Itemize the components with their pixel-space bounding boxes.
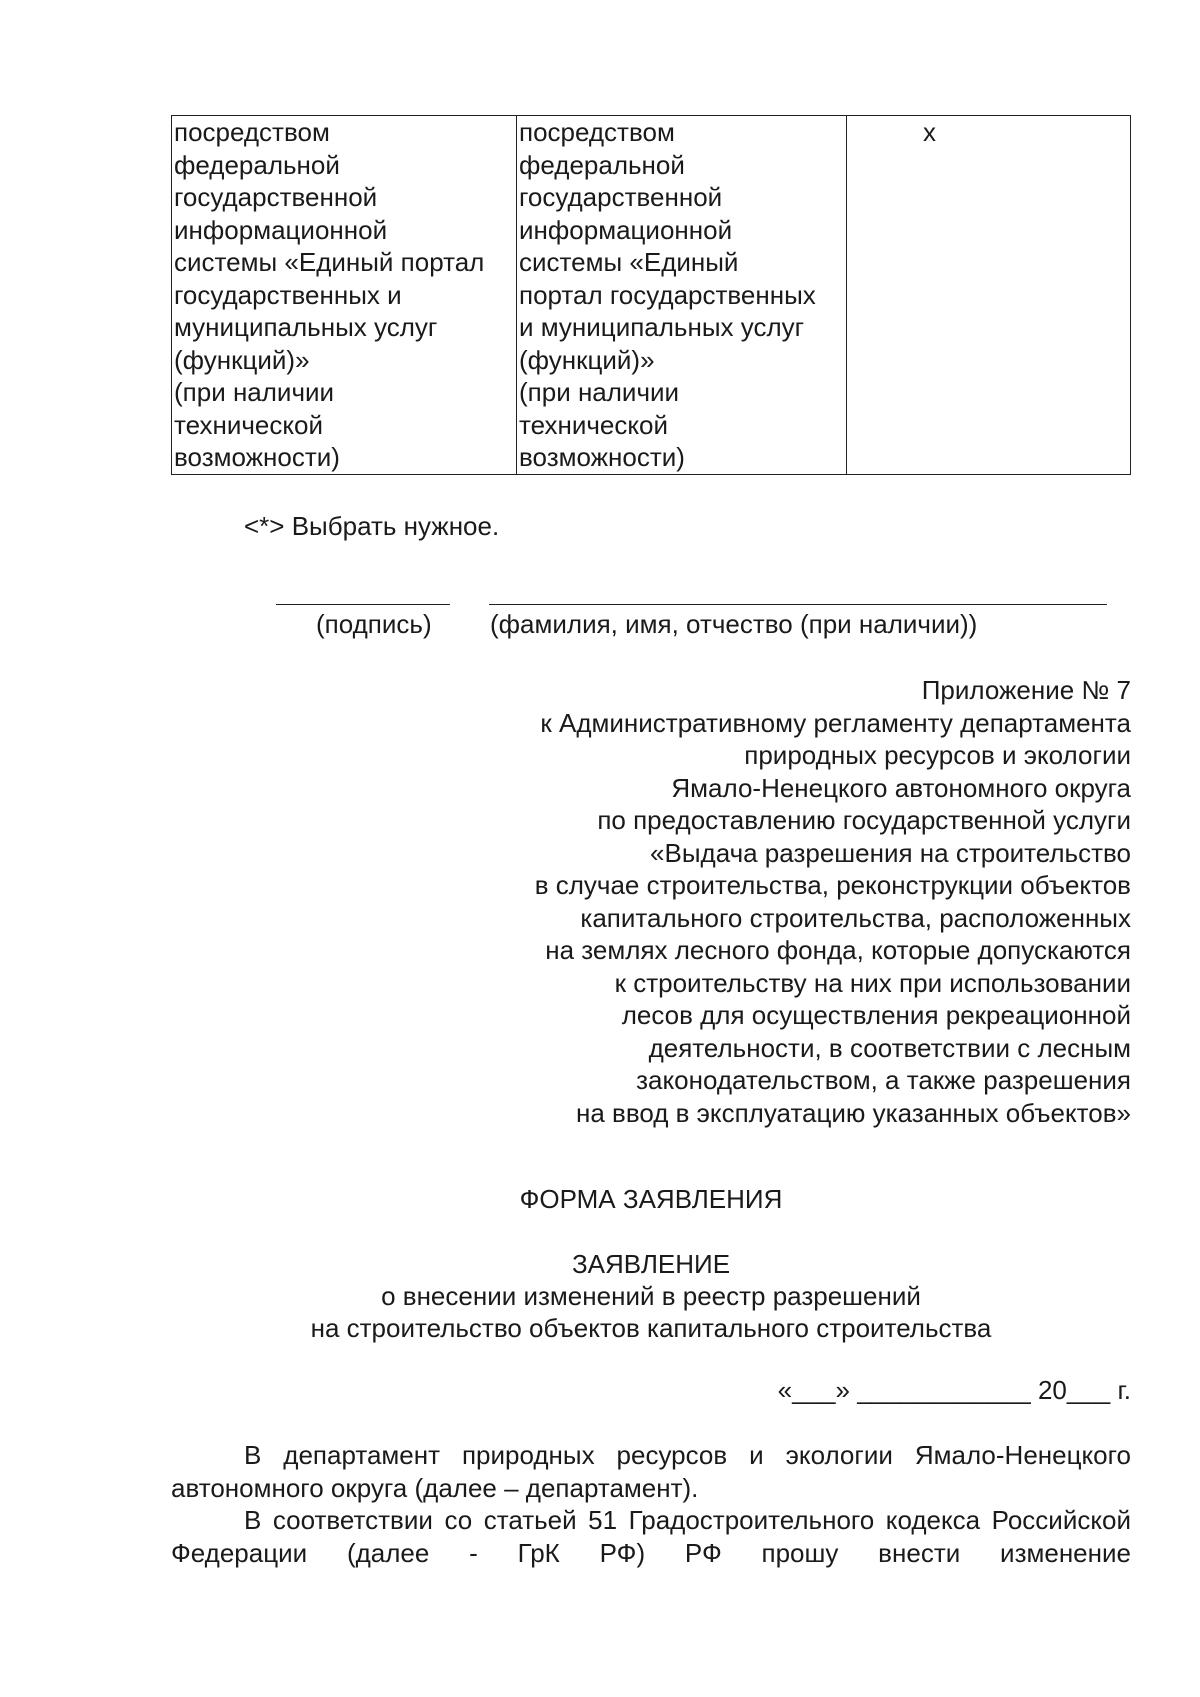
body-paragraph-1: В департамент природных ресурсов и экологии Ямало-Ненецкого автономного округа (далее – департамент).: [171, 1440, 1131, 1503]
statement-title: ЗАЯВЛЕНИЕ: [571, 1249, 731, 1279]
signature-line: [276, 604, 450, 605]
table-cell-method: посредством федеральной государственной информационной системы «Единый портал государственных и муниципальных услуг (функций)» (при наличии технической возможности): [172, 116, 517, 475]
date-line: «___» ____________ 20___ г.: [777, 1375, 1131, 1405]
table-row: [172, 116, 1131, 475]
full-name-line: [489, 604, 1107, 605]
table-cell-mark: x: [847, 116, 1131, 475]
footnote: <*> Выбрать нужное.: [244, 511, 500, 541]
appendix-header: Приложение № 7 к Административному регламенту департамента природных ресурсов и экологии Ямало-Ненецкого автономного округа по предоставлению государственной услуги «Выдача разрешения на строительство в случае строительства, реконструкции объектов капитального строительства, расположенных на землях лесного фонда, которые допускаются к строительству на них при использовании лесов для осуществления рекреационной деятельности, в соответствии с лесным законодательством, а также разрешения на ввод в эксплуатацию указанных объектов»: [534, 675, 1131, 1128]
full-name-label: (фамилия, имя, отчество (при наличии)): [490, 609, 978, 639]
statement-subtitle-line2: на строительство объектов капитального строительства: [310, 1313, 992, 1343]
form-heading: ФОРМА ЗАЯВЛЕНИЯ: [519, 1184, 783, 1214]
body-paragraph-2: В соответствии со статьей 51 Градостроительного кодекса Российской Федерации (далее - ГрК РФ) РФ прошу внести изменение: [171, 1505, 1131, 1568]
table-cell-result: посредством федеральной государственной информационной системы «Единый портал государственных и муниципальных услуг (функций)» (при наличии технической возможности): [517, 116, 847, 475]
options-table: [171, 115, 1131, 475]
statement-subtitle-line1: о внесении изменений в реестр разрешений: [381, 1281, 921, 1311]
signature-label: (подпись): [316, 609, 432, 639]
